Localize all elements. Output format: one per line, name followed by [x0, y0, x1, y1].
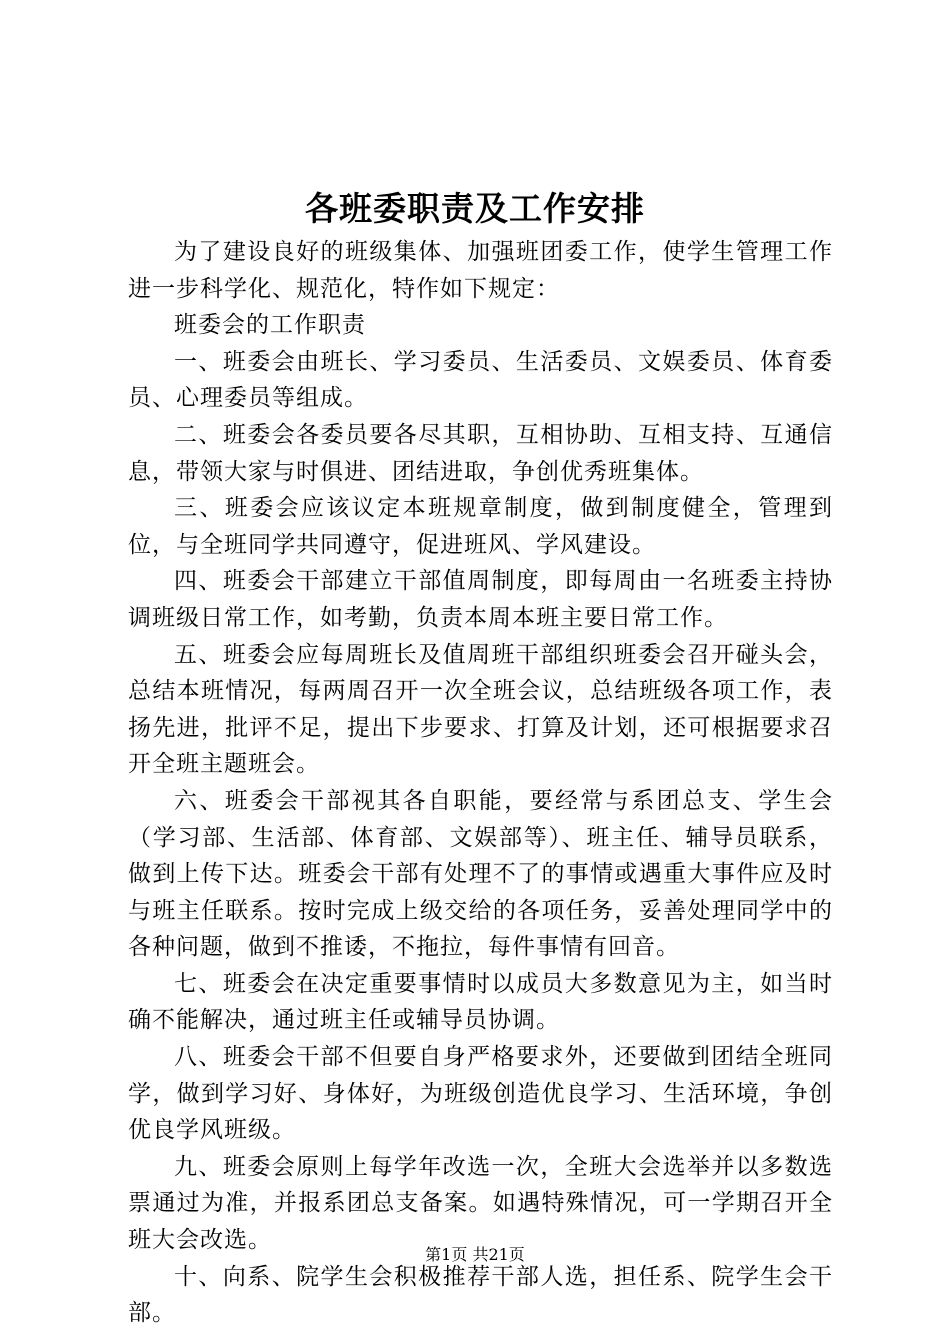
paragraph-item-9: 九、班委会原则上每学年改选一次，全班大会选举并以多数选票通过为准，并报系团总支备案。如遇特殊情况，可一学期召开全班大会改选。: [128, 1153, 833, 1254]
paragraph-item-3: 三、班委会应该议定本班规章制度，做到制度健全，管理到位，与全班同学共同遵守，促进班风、学风建设。: [128, 495, 833, 558]
paragraph-section-heading: 班委会的工作职责: [174, 312, 366, 339]
paragraph-item-7: 七、班委会在决定重要事情时以成员大多数意见为主，如当时确不能解决，通过班主任或辅导员协调。: [128, 970, 833, 1034]
paragraph-intro: 为了建设良好的班级集体、加强班团委工作，使学生管理工作进一步科学化、规范化，特作如下规定：: [128, 239, 833, 302]
paragraph-item-5: 五、班委会应每周班长及值周班干部组织班委会召开碰头会，总结本班情况，每两周召开一次全班会议，总结班级各项工作，表扬先进，批评不足，提出下步要求、打算及计划，还可根据要求召开全班主题班会。: [128, 641, 833, 778]
paragraph-item-2: 二、班委会各委员要各尽其职，互相协助、互相支持、互通信息，带领大家与时俱进、团结进取，争创优秀班集体。: [128, 421, 833, 485]
paragraph-item-4: 四、班委会干部建立干部值周制度，即每周由一名班委主持协调班级日常工作，如考勤，负责本周本班主要日常工作。: [128, 568, 833, 631]
paragraph-item-1: 一、班委会由班长、学习委员、生活委员、文娱委员、体育委员、心理委员等组成。: [128, 348, 833, 412]
page-number-footer: 第1页 共21页: [425, 1245, 525, 1264]
paragraph-item-8: 八、班委会干部不但要自身严格要求外，还要做到团结全班同学，做到学习好、身体好，为班级创造优良学习、生活环境，争创优良学风班级。: [128, 1044, 833, 1144]
paragraph-item-10: 十、向系、院学生会积极推荐干部人选，担任系、院学生会干部。: [128, 1263, 833, 1327]
document-title: 各班委职责及工作安排: [305, 189, 645, 228]
paragraph-item-6: 六、班委会干部视其各自职能，要经常与系团总支、学生会（学习部、生活部、体育部、文娱部等）、班主任、辅导员联系，做到上传下达。班委会干部有处理不了的事情或遇重大事件应及时与班主任联系。按时完成上级交给的各项任务，妥善处理同学中的各种问题，做到不推诿，不拖拉，每件事情有回音。: [128, 787, 833, 961]
document-body: [128, 234, 833, 1332]
